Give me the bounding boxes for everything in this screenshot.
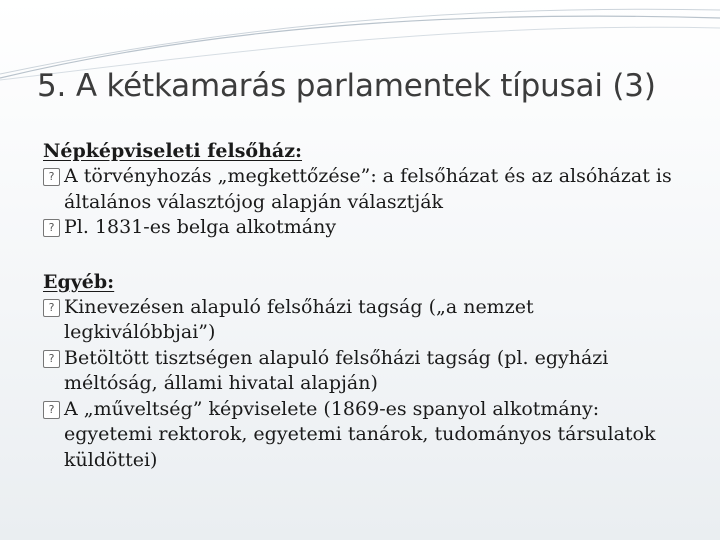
missing-glyph-icon: ? <box>43 219 60 237</box>
bullet-item <box>43 346 683 397</box>
section-heading: Egyéb: <box>43 270 115 293</box>
bullet-item <box>43 164 683 215</box>
slide-content <box>43 138 683 473</box>
bullet-text: A törvényhozás „megkettőzése”: a felsőházat és az alsóházat is általános választójog alapján választják <box>64 165 672 213</box>
missing-glyph-icon: ? <box>43 350 60 368</box>
bullet-item <box>43 295 683 346</box>
bullet-text: Betöltött tisztségen alapuló felsőházi tagság (pl. egyházi méltóság, állami hivatal alapján) <box>64 346 609 394</box>
missing-glyph-icon: ? <box>43 299 60 317</box>
missing-glyph-icon: ? <box>43 401 60 419</box>
section-heading: Népképviseleti felsőház: <box>43 140 303 162</box>
slide-title: 5. A kétkamarás parlamentek típusai (3) <box>37 68 656 104</box>
section-representative-upper-house <box>43 138 683 241</box>
bullet-item <box>43 397 683 474</box>
section-other <box>43 269 683 474</box>
missing-glyph-icon: ? <box>43 168 60 186</box>
bullet-text: A „műveltség” képviselete (1869-es spanyol alkotmány: egyetemi rektorok, egyetemi tanárok, tudományos társulatok küldöttei) <box>64 397 656 471</box>
bullet-text: Pl. 1831-es belga alkotmány <box>64 216 337 238</box>
bullet-text: Kinevezésen alapuló felsőházi tagság („a nemzet legkiválóbbjai”) <box>64 295 534 343</box>
bullet-item <box>43 215 683 241</box>
